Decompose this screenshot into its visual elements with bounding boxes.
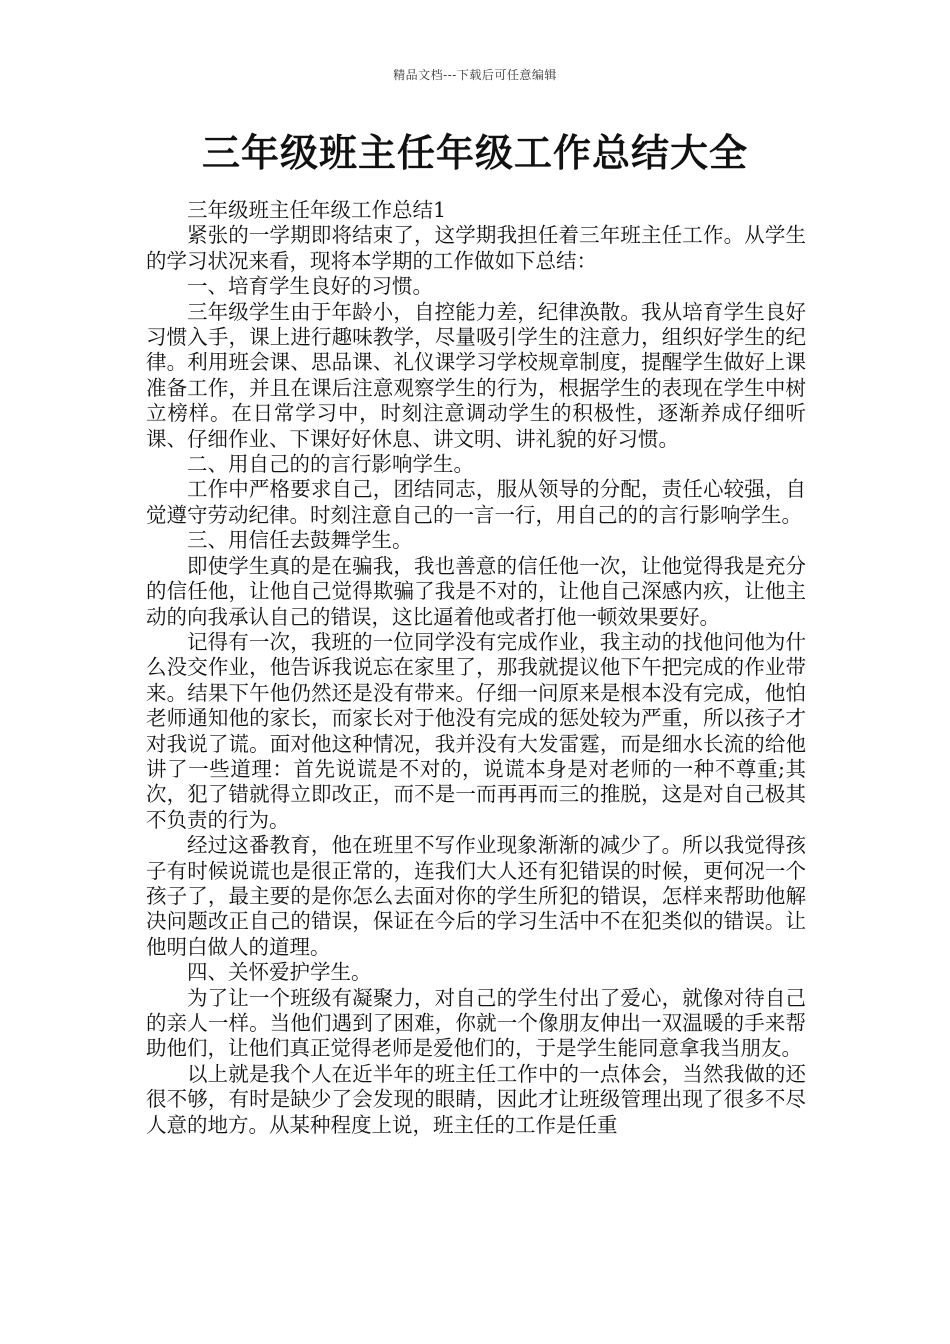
body-paragraph: 三年级学生由于年龄小，自控能力差，纪律涣散。我从培育学生良好习惯入手，课上进行趣味教学，尽量吸引学生的注意力，组织好学生的纪律。利用班会课、思品课、礼仪课学习学校规章制度，提醒学生做好上课准备工作，并且在课后注意观察学生的行为，根据学生的表现在学生中树立榜样。在日常学习中，时刻注意调动学生的积极性，逐渐养成仔细听课、仔细作业、下课好好休息、讲文明、讲礼貌的好习惯。 bbox=[146, 299, 806, 451]
body-paragraph: 即使学生真的是在骗我，我也善意的信任他一次，让他觉得我是充分的信任他，让他自己觉得欺骗了我是不对的，让他自己深感内疚，让他主动的向我承认自己的错误，这比逼着他或者打他一顿效果要好。 bbox=[146, 553, 806, 629]
body-paragraph: 以上就是我个人在近半年的班主任工作中的一点体会，当然我做的还很不够，有时是缺少了会发现的眼睛，因此才让班级管理出现了很多不尽人意的地方。从某种程度上说，班主任的工作是任重 bbox=[146, 1061, 806, 1137]
section-heading: 三、用信任去鼓舞学生。 bbox=[187, 528, 413, 553]
header-note: 精品文档---下载后可任意编辑 bbox=[393, 68, 557, 82]
document-body bbox=[146, 198, 806, 1138]
section-heading: 四、关怀爱护学生。 bbox=[187, 960, 372, 985]
section-heading: 二、用自己的的言行影响学生。 bbox=[187, 452, 474, 477]
section-heading: 一、培育学生良好的习惯。 bbox=[187, 274, 433, 299]
section-heading: 三年级班主任年级工作总结1 bbox=[187, 198, 447, 222]
body-paragraph: 工作中严格要求自己，团结同志，服从领导的分配，责任心较强，自觉遵守劳动纪律。时刻注意自己的一言一行，用自己的的言行影响学生。 bbox=[146, 477, 806, 527]
body-paragraph: 为了让一个班级有凝聚力，对自己的学生付出了爱心，就像对待自己的亲人一样。当他们遇到了困难，你就一个像朋友伸出一双温暖的手来帮助他们，让他们真正觉得老师是爱他们的，于是学生能同意拿我当朋友。 bbox=[146, 985, 806, 1061]
document-title: 三年级班主任年级工作总结大全 bbox=[201, 131, 748, 175]
body-paragraph: 记得有一次，我班的一位同学没有完成作业，我主动的找他问他为什么没交作业，他告诉我说忘在家里了，那我就提议他下午把完成的作业带来。结果下午他仍然还是没有带来。仔细一问原来是根本没有完成，他怕老师通知他的家长，而家长对于他没有完成的惩处较为严重，所以孩子才对我说了谎。面对他这种情况，我并没有大发雷霆，而是细水长流的给他讲了一些道理：首先说谎是不对的，说谎本身是对老师的一种不尊重;其次，犯了错就得立即改正，而不是一而再再而三的推脱，这是对自己极其不负责的行为。 bbox=[146, 629, 806, 832]
body-paragraph: 紧张的一学期即将结束了，这学期我担任着三年班主任工作。从学生的学习状况来看，现将本学期的工作做如下总结： bbox=[146, 223, 806, 273]
body-paragraph: 经过这番教育，他在班里不写作业现象渐渐的减少了。所以我觉得孩子有时候说谎也是很正常的，连我们大人还有犯错误的时候，更何况一个孩子了，最主要的是你怎么去面对你的学生所犯的错误，怎样来帮助他解决问题改正自己的错误，保证在今后的学习生活中不在犯类似的错误。让他明白做人的道理。 bbox=[146, 833, 806, 959]
